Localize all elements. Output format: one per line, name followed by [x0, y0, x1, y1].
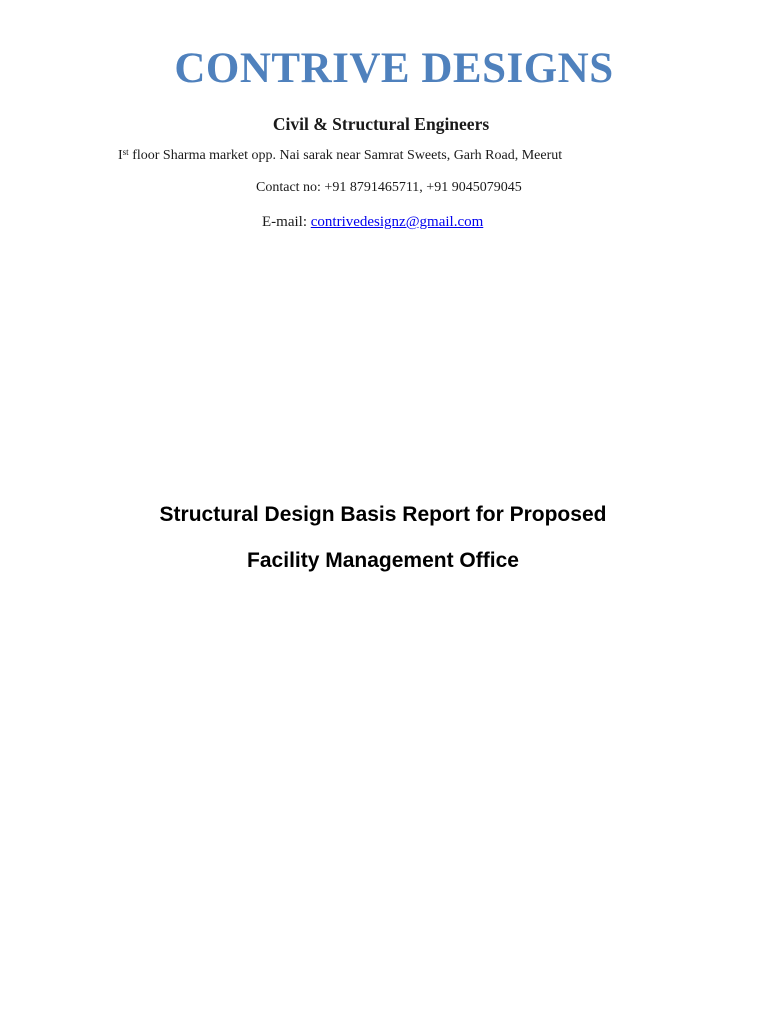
- address-floor-number: I: [118, 148, 123, 163]
- report-title-line-2: Facility Management Office: [247, 549, 519, 572]
- email-line: [262, 214, 483, 231]
- report-title-line-1: Structural Design Basis Report for Proposed: [159, 503, 607, 526]
- address-text: floor Sharma market opp. Nai sarak near Samrat Sweets, Garh Road, Meerut: [128, 148, 563, 163]
- company-name: CONTRIVE DESIGNS: [174, 45, 614, 92]
- contact-numbers: Contact no: +91 8791465711, +91 9045079045: [256, 180, 522, 195]
- address-floor-suffix: st: [122, 147, 129, 157]
- email-label: E-mail:: [262, 214, 311, 230]
- company-tagline: Civil & Structural Engineers: [272, 114, 490, 134]
- company-address: [118, 148, 562, 164]
- email-link[interactable]: contrivedesignz@gmail.com: [310, 214, 484, 230]
